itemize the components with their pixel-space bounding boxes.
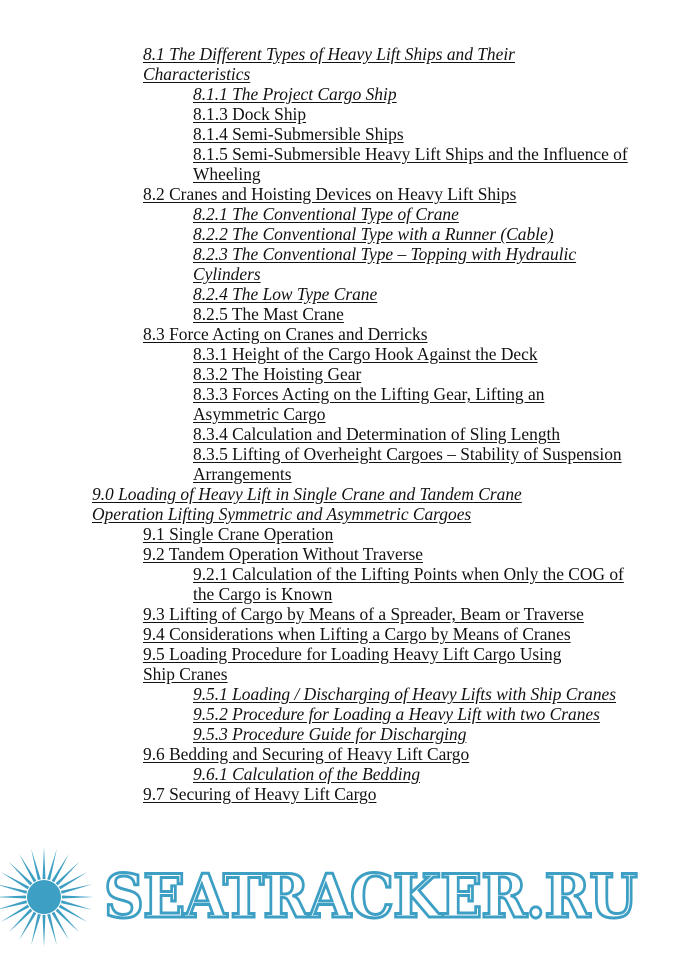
toc-entry[interactable]: 8.1 The Different Types of Heavy Lift Ships and Their Characteristics [143,44,515,84]
toc-entry[interactable]: 8.2.2 The Conventional Type with a Runner (Cable) [193,224,554,244]
toc-entry[interactable]: 8.3.5 Lifting of Overheight Cargoes – Stability of Suspension Arrangements [193,444,622,484]
toc-entry[interactable]: 9.6.1 Calculation of the Bedding [193,764,421,784]
toc-entry[interactable]: 9.6 Bedding and Securing of Heavy Lift Cargo [143,744,470,764]
watermark-text: SEATRACKER.RU [104,862,637,932]
toc-entry[interactable]: 9.5 Loading Procedure for Loading Heavy Lift Cargo Using Ship Cranes [143,644,562,684]
sun-burst-logo-icon [0,845,104,953]
toc-entry[interactable]: 8.2.5 The Mast Crane [193,304,344,324]
toc-entry[interactable]: 9.3 Lifting of Cargo by Means of a Spreader, Beam or Traverse [143,604,584,624]
toc-entry[interactable]: 8.3.2 The Hoisting Gear [193,364,362,384]
toc-entry[interactable]: 9.7 Securing of Heavy Lift Cargo [143,784,377,804]
toc-entry[interactable]: 9.5.2 Procedure for Loading a Heavy Lift with two Cranes [193,704,600,724]
toc-entry[interactable]: 9.5.1 Loading / Discharging of Heavy Lifts with Ship Cranes [193,684,617,704]
toc-entry[interactable]: 8.2.4 The Low Type Crane [193,284,378,304]
toc-entry[interactable]: 9.5.3 Procedure Guide for Discharging [193,724,467,744]
toc-entry[interactable]: 8.3.4 Calculation and Determination of Sling Length [193,424,561,444]
toc-entry[interactable]: 9.1 Single Crane Operation [143,524,334,544]
toc-entry[interactable]: 8.1.1 The Project Cargo Ship [193,84,397,104]
toc-entry[interactable]: 8.2 Cranes and Hoisting Devices on Heavy Lift Ships [143,184,517,204]
toc-entry[interactable]: 9.2.1 Calculation of the Lifting Points when Only the COG of the Cargo is Known [193,564,624,604]
toc-entry[interactable]: 8.3 Force Acting on Cranes and Derricks [143,324,428,344]
toc-entry[interactable]: 9.2 Tandem Operation Without Traverse [143,544,423,564]
toc-entry[interactable]: 9.0 Loading of Heavy Lift in Single Crane and Tandem Crane Operation Lifting Symmetric and Asymmetric Cargoes [92,484,522,524]
toc-entry[interactable]: 8.1.4 Semi-Submersible Ships [193,124,404,144]
toc-entry[interactable]: 8.2.3 The Conventional Type – Topping with Hydraulic Cylinders [193,244,577,284]
toc-entry[interactable]: 8.3.1 Height of the Cargo Hook Against the Deck [193,344,538,364]
toc-entry[interactable]: 8.2.1 The Conventional Type of Crane [193,204,459,224]
toc-entry[interactable]: 8.1.3 Dock Ship [193,104,307,124]
toc-entry[interactable]: 8.3.3 Forces Acting on the Lifting Gear, Lifting an Asymmetric Cargo [193,384,545,424]
toc-entry[interactable]: 9.4 Considerations when Lifting a Cargo by Means of Cranes [143,624,571,644]
table-of-contents [0,44,674,804]
toc-entry[interactable]: 8.1.5 Semi-Submersible Heavy Lift Ships and the Influence of Wheeling [193,144,628,184]
watermark [0,845,674,953]
